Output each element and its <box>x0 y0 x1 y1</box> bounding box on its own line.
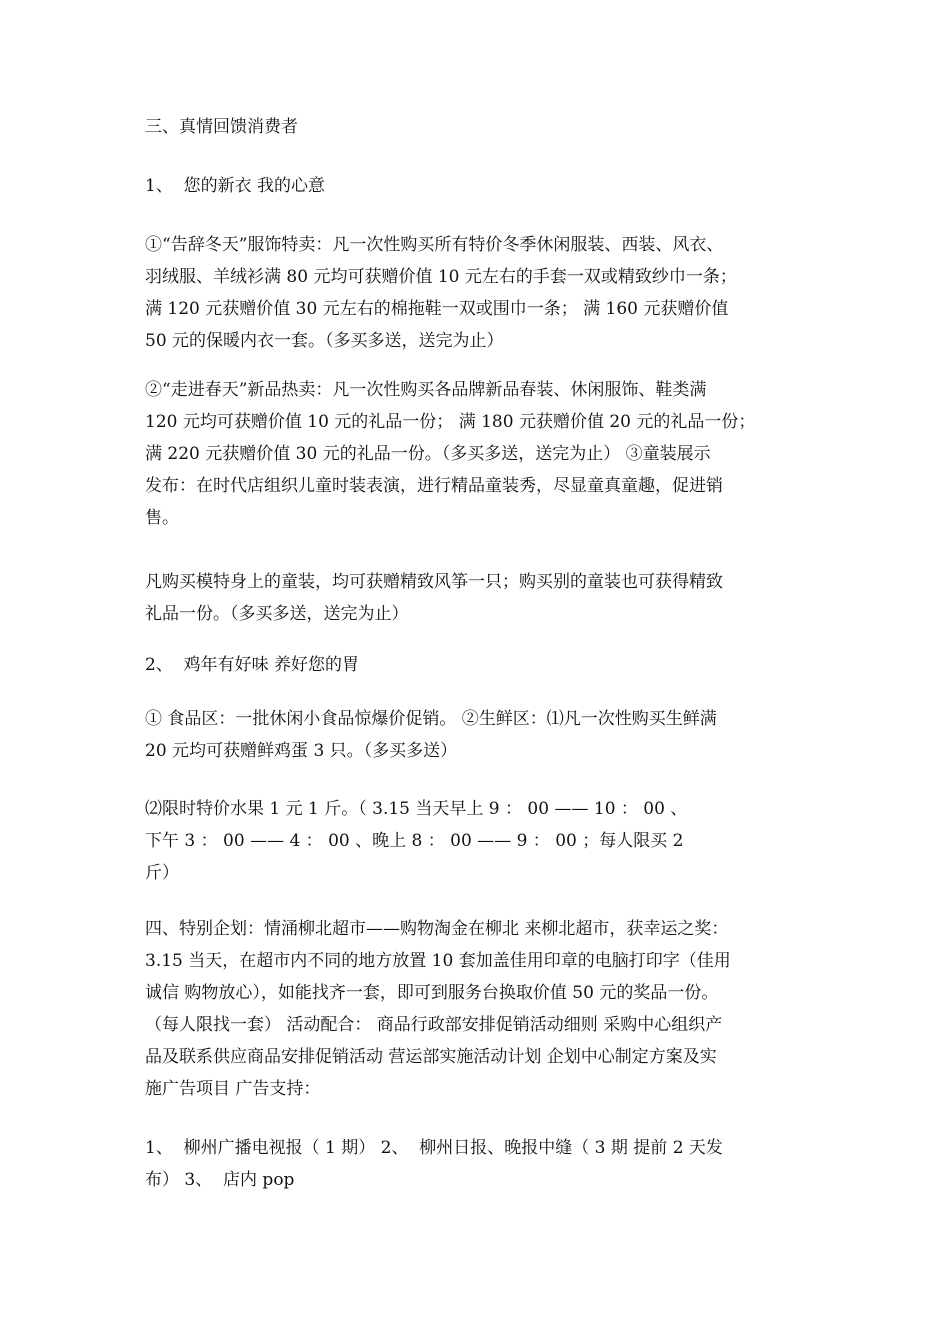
paragraph <box>145 170 825 202</box>
paragraph <box>145 229 825 357</box>
text-line: 三、真情回馈消费者 <box>145 117 298 137</box>
text-line: 羽绒服、羊绒衫满 80 元均可获赠价值 10 元左右的手套一双或精致纱巾一条； <box>145 267 737 287</box>
text-line: 50 元的保暖内衣一套。（多买多送，送完为止） <box>145 331 504 351</box>
paragraph <box>145 649 825 681</box>
text-line: ①“告辞冬天”服饰特卖：凡一次性购买所有特价冬季休闲服装、西装、风衣、 <box>145 235 724 255</box>
text-line: 施广告项目 广告支持： <box>145 1079 321 1099</box>
paragraph <box>145 566 825 630</box>
text-line: 120 元均可获赠价值 10 元的礼品一份； 满 180 元获赠价值 20 元的礼品一份； <box>145 412 756 432</box>
text-line: 1、 您的新衣 我的心意 <box>145 176 326 196</box>
text-line: 布） 3、 店内 pop <box>145 1170 295 1190</box>
text-line: 1、 柳州广播电视报（ 1 期） 2、 柳州日报、晚报中缝（ 3 期 提前 2 天发 <box>145 1138 723 1158</box>
paragraph <box>145 703 825 767</box>
text-line: 2、 鸡年有好味 养好您的胃 <box>145 655 360 675</box>
paragraph <box>145 913 825 1105</box>
text-line: 品及联系供应商品安排促销活动 营运部实施活动计划 企划中心制定方案及实 <box>145 1047 717 1067</box>
text-line: ②“走进春天”新品热卖：凡一次性购买各品牌新品春装、休闲服饰、鞋类满 <box>145 380 707 400</box>
text-line: ⑵限时特价水果 1 元 1 斤。（ 3.15 当天早上 9 ： 00 —— 10 ： 00 、 <box>145 799 688 819</box>
paragraph <box>145 1132 825 1196</box>
text-line: 斤） <box>145 863 179 883</box>
text-line: 礼品一份。（多买多送，送完为止） <box>145 604 409 624</box>
text-line: 下午 3 ： 00 —— 4 ： 00 、晚上 8 ： 00 —— 9 ： 00 ；每人限买 2 <box>145 831 684 851</box>
text-line: 20 元均可获赠鲜鸡蛋 3 只。（多买多送） <box>145 741 458 761</box>
paragraph <box>145 374 825 534</box>
text-line: （每人限找一套） 活动配合： 商品行政部安排促销活动细则 采购中心组织产 <box>145 1015 723 1035</box>
text-line: 售。 <box>145 508 179 528</box>
text-line: ① 食品区：一批休闲小食品惊爆价促销。 ②生鲜区：⑴凡一次性购买生鲜满 <box>145 709 717 729</box>
text-line: 3.15 当天，在超市内不同的地方放置 10 套加盖佳用印章的电脑打印字（佳用 <box>145 951 731 971</box>
text-line: 诚信 购物放心），如能找齐一套，即可到服务台换取价值 50 元的奖品一份。 <box>145 983 719 1003</box>
paragraph <box>145 111 825 143</box>
text-line: 发布：在时代店组织儿童时装表演，进行精品童装秀，尽显童真童趣，促进销 <box>145 476 723 496</box>
text-line: 满 120 元获赠价值 30 元左右的棉拖鞋一双或围巾一条； 满 160 元获赠价值 <box>145 299 729 319</box>
paragraph <box>145 793 825 889</box>
text-line: 凡购买模特身上的童装，均可获赠精致风筝一只；购买别的童装也可获得精致 <box>145 572 723 592</box>
text-line: 满 220 元获赠价值 30 元的礼品一份。（多买多送，送完为止） ③童装展示 <box>145 444 711 464</box>
text-line: 四、特别企划：情涌柳北超市——购物淘金在柳北 来柳北超市，获幸运之奖： <box>145 919 729 939</box>
